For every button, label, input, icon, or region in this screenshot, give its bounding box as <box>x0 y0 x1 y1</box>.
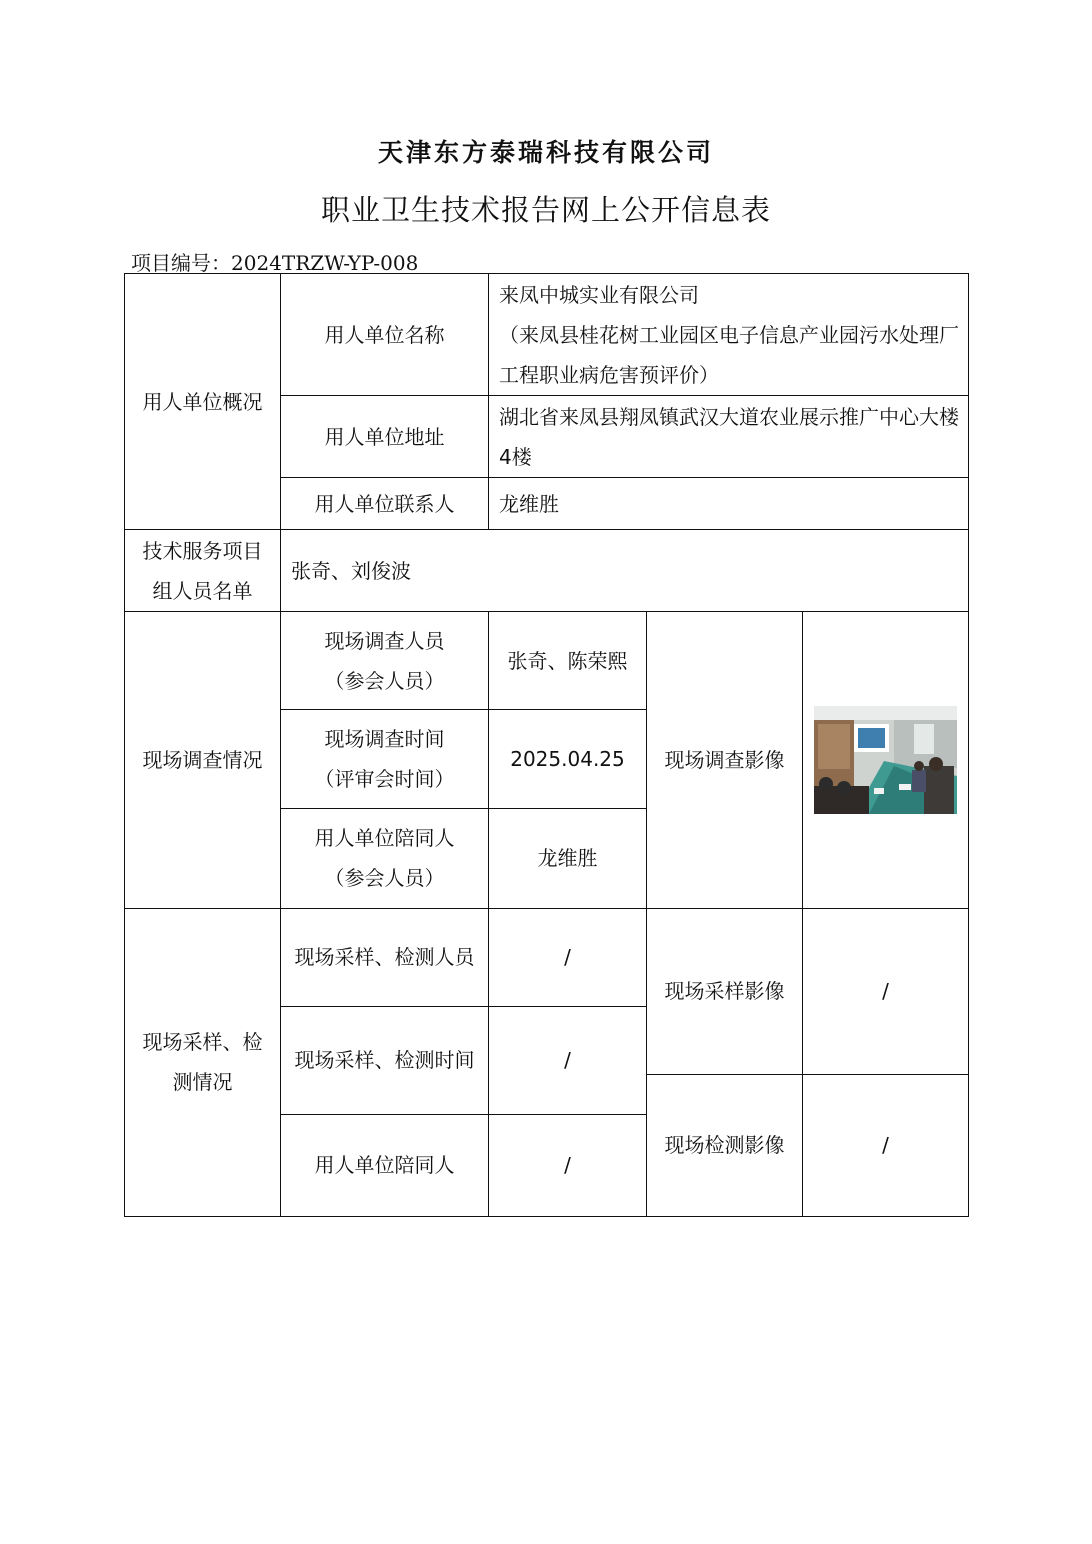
detect-image-label: 现场检测影像 <box>647 1074 803 1216</box>
team-label <box>125 530 281 612</box>
sampling-staff-label: 现场采样、检测人员 <box>281 908 489 1006</box>
unit-contact-label: 用人单位联系人 <box>281 478 489 530</box>
table-row <box>125 274 969 396</box>
survey-escort-value: 龙维胜 <box>489 808 647 908</box>
sampling-image-value: / <box>803 908 969 1074</box>
info-table <box>124 273 969 1217</box>
team-label-line-1: 技术服务项目 <box>142 538 263 563</box>
sampling-staff-value: / <box>489 908 647 1006</box>
survey-staff-value: 张奇、陈荣熙 <box>489 612 647 710</box>
survey-escort-label-line-1: 用人单位陪同人 <box>314 826 455 851</box>
survey-escort-label <box>281 808 489 908</box>
sampling-escort-value: / <box>489 1114 647 1216</box>
unit-address-label: 用人单位地址 <box>281 396 489 478</box>
project-number: 项目编号：2024TRZW-YP-008 <box>131 251 419 275</box>
survey-time-value: 2025.04.25 <box>489 710 647 808</box>
survey-staff-label-line-2: （参会人员） <box>324 668 445 693</box>
unit-name-value: 来凤中城实业有限公司 <box>499 282 699 307</box>
meeting-room-photo <box>814 706 957 814</box>
sampling-image-label: 现场采样影像 <box>647 908 803 1074</box>
unit-section-label: 用人单位概况 <box>125 274 281 530</box>
survey-time-label <box>281 710 489 808</box>
sampling-section-line-1: 现场采样、检 <box>142 1030 263 1055</box>
survey-time-label-line-1: 现场调查时间 <box>324 726 445 751</box>
unit-contact-value: 龙维胜 <box>489 478 969 530</box>
sampling-section-line-2: 测情况 <box>172 1070 233 1095</box>
unit-name-cell <box>489 274 969 396</box>
survey-time-label-line-2: （评审会时间） <box>314 766 455 791</box>
unit-project-value: （来凤县桂花树工业园区电子信息产业园污水处理厂工程职业病危害预评价） <box>499 322 959 387</box>
sampling-escort-label: 用人单位陪同人 <box>281 1114 489 1216</box>
team-label-line-2: 组人员名单 <box>152 578 253 603</box>
team-value: 张奇、刘俊波 <box>281 530 969 612</box>
survey-escort-label-line-2: （参会人员） <box>324 866 445 891</box>
table-row <box>125 908 969 1006</box>
survey-staff-label <box>281 612 489 710</box>
detect-image-value: / <box>803 1074 969 1216</box>
unit-address-value: 湖北省来凤县翔凤镇武汉大道农业展示推广中心大楼4楼 <box>489 396 969 478</box>
survey-staff-label-line-1: 现场调查人员 <box>324 628 445 653</box>
unit-name-label: 用人单位名称 <box>281 274 489 396</box>
sampling-section-label <box>125 908 281 1216</box>
table-row <box>125 612 969 710</box>
sampling-time-value: / <box>489 1006 647 1114</box>
survey-image-cell <box>803 612 969 908</box>
survey-image-label: 现场调查影像 <box>647 612 803 908</box>
sampling-time-label: 现场采样、检测时间 <box>281 1006 489 1114</box>
survey-section-label: 现场调查情况 <box>125 612 281 908</box>
page-title: 职业卫生技术报告网上公开信息表 <box>320 193 771 227</box>
table-row <box>125 530 969 612</box>
company-name: 天津东方泰瑞科技有限公司 <box>377 138 714 167</box>
